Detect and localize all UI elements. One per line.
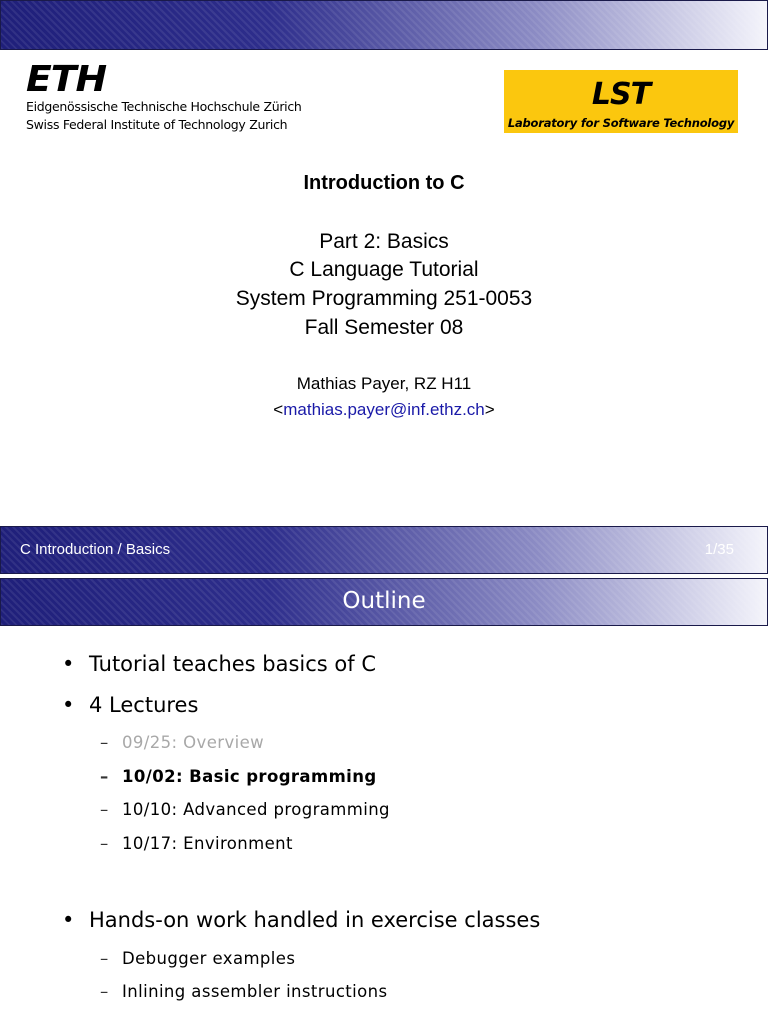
slide-footer (0, 526, 768, 574)
bullet-text: 4 Lectures (89, 693, 199, 717)
sub-item (100, 800, 390, 819)
sub-item (100, 733, 264, 752)
dash-icon: – (100, 800, 109, 819)
subtitle-line-3: System Programming 251-0053 (235, 287, 533, 310)
bullet-item (62, 693, 198, 717)
email-close-bracket: > (484, 400, 495, 419)
outline-header (0, 578, 768, 626)
dash-icon: – (100, 733, 109, 752)
email-open-bracket: < (273, 400, 284, 419)
sub-item-text: 10/02: Basic programming (122, 767, 377, 786)
bullet-item (62, 908, 540, 932)
subtitle-line-1: Part 2: Basics (319, 230, 449, 253)
outline-heading: Outline (342, 588, 426, 614)
eth-logo-mark: ETH (26, 59, 107, 100)
bullet-icon: • (62, 652, 75, 676)
lst-logo (504, 70, 738, 133)
top-decorative-band (0, 0, 768, 50)
author-email-line (0, 400, 768, 420)
sub-item (100, 767, 377, 786)
slide-title: Introduction to C (303, 172, 465, 194)
author-name: Mathias Payer, RZ H11 (296, 374, 472, 393)
sub-item-text: Inlining assembler instructions (122, 982, 388, 1001)
sub-item-text: 10/10: Advanced programming (122, 800, 390, 819)
dash-icon: – (100, 982, 109, 1001)
eth-logo-line-1: Eidgenössische Technische Hochschule Zürich (26, 99, 302, 114)
bullet-icon: • (62, 693, 75, 717)
sub-item-text: 10/17: Environment (122, 834, 293, 853)
footer-page-number: 1/35 (704, 541, 734, 558)
subtitle-line-4: Fall Semester 08 (304, 316, 464, 339)
bullet-item (62, 652, 376, 676)
sub-item-text: 09/25: Overview (122, 733, 265, 752)
eth-logo-line-2: Swiss Federal Institute of Technology Zurich (26, 117, 288, 132)
subtitle-line-2: C Language Tutorial (289, 258, 479, 281)
lst-logo-mark: LST (591, 77, 651, 112)
bullet-text: Hands-on work handled in exercise classes (89, 908, 541, 932)
dash-icon: – (100, 834, 109, 853)
dash-icon: – (100, 767, 109, 786)
footer-course-label: C Introduction / Basics (20, 541, 171, 558)
sub-item (100, 834, 293, 853)
author-email-link[interactable]: mathias.payer@inf.ethz.ch (283, 400, 485, 419)
sub-item-text: Debugger examples (122, 949, 296, 968)
eth-logo (26, 59, 302, 134)
lst-logo-subtitle: Laboratory for Software Technology (507, 116, 735, 130)
sub-item (100, 982, 388, 1001)
bullet-icon: • (62, 908, 75, 932)
sub-item (100, 949, 295, 968)
dash-icon: – (100, 949, 109, 968)
bullet-text: Tutorial teaches basics of C (89, 652, 377, 676)
